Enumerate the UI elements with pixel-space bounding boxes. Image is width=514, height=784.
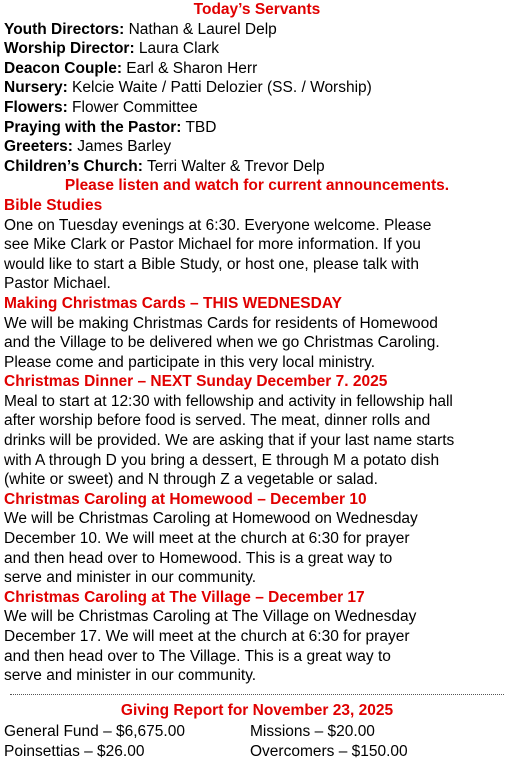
servant-row [4,20,510,40]
section-line: Please come and participate in this very local ministry. [4,353,376,371]
section-heading: Christmas Dinner – NEXT Sunday December 7. 2025 [4,373,388,391]
section-line: (white or sweet) and N through Z a vegetable or salad. [4,471,378,489]
section-bible-studies [4,196,510,294]
section-line: with A through D you bring a dessert, E through M a potato dish [4,451,440,469]
servant-row [4,118,510,138]
servant-label: Youth Directors: [4,20,125,38]
servants-list [4,20,510,177]
section-line: and then head over to The Village. This is a great way to [4,647,391,665]
section-line: and the Village to be delivered when we go Christmas Caroling. [4,334,440,352]
servant-row [4,137,510,157]
giving-item: Overcomers – $150.00 [250,742,408,760]
section-heading: Bible Studies [4,196,103,214]
servant-label: Children’s Church: [4,157,143,175]
servant-row [4,98,510,118]
section-christmas-cards [4,294,510,372]
servant-label: Flowers: [4,98,68,116]
section-line: would like to start a Bible Study, or host one, please talk with [4,255,419,273]
section-heading: Christmas Caroling at The Village – December 17 [4,588,365,606]
servant-row [4,59,510,79]
section-line: drinks will be provided. We are asking that if your last name starts [4,432,455,450]
section-line: We will be Christmas Caroling at Homewood on Wednesday [4,510,418,528]
servant-row [4,39,510,59]
section-caroling-village [4,588,510,686]
section-line: December 10. We will meet at the church at 6:30 for prayer [4,530,410,548]
section-line: December 17. We will meet at the church at 6:30 for prayer [4,628,410,645]
servant-value: TBD [181,118,217,136]
section-line: and then head over to Homewood. This is a great way to [4,549,393,567]
servant-value: James Barley [72,138,172,156]
section-christmas-dinner [4,372,510,490]
giving-item: General Fund – $6,675.00 [4,723,185,741]
section-heading: Christmas Caroling at Homewood – December 10 [4,490,367,508]
servant-value: Terri Walter & Trevor Delp [142,157,325,175]
section-line: see Mike Clark or Pastor Michael for more information. If you [4,236,421,254]
servant-row [4,78,510,98]
section-line: after worship before food is served. The meat, dinner rolls and [4,412,431,430]
servant-label: Praying with the Pastor: [4,118,182,136]
servant-label: Greeters: [4,138,73,156]
section-line: Pastor Michael. [4,275,111,293]
section-line: We will be Christmas Caroling at The Village on Wednesday [4,608,417,626]
section-line: One on Tuesday evenings at 6:30. Everyone welcome. Please [4,216,432,234]
servant-value: Kelcie Waite / Patti Delozier (SS. / Worship) [67,79,372,97]
giving-grid [4,722,510,761]
giving-item: Missions – $20.00 [250,723,375,741]
servant-row [4,157,510,177]
servant-value: Laura Clark [134,40,220,58]
dotted-divider [10,694,504,695]
section-caroling-homewood [4,490,510,588]
section-line: We will be making Christmas Cards for residents of Homewood [4,314,438,332]
section-line: serve and minister in our community. [4,569,257,587]
giving-item: Poinsettias – $26.00 [4,742,145,760]
servant-value: Nathan & Laurel Delp [124,20,277,38]
section-line: serve and minister in our community. [4,667,257,685]
section-line: Meal to start at 12:30 with fellowship and activity in fellowship hall [4,392,453,410]
servant-label: Deacon Couple: [4,59,122,77]
section-heading: Making Christmas Cards – THIS WEDNESDAY [4,294,342,312]
giving-report [4,701,510,762]
servants-title: Today’s Servants [193,1,321,18]
servant-value: Earl & Sharon Herr [121,59,258,77]
servant-label: Worship Director: [4,40,135,58]
announcement-notice: Please listen and watch for current announcements. [64,177,450,195]
servant-value: Flower Committee [67,98,198,116]
giving-title: Giving Report for November 23, 2025 [120,701,394,719]
servant-label: Nursery: [4,79,68,97]
